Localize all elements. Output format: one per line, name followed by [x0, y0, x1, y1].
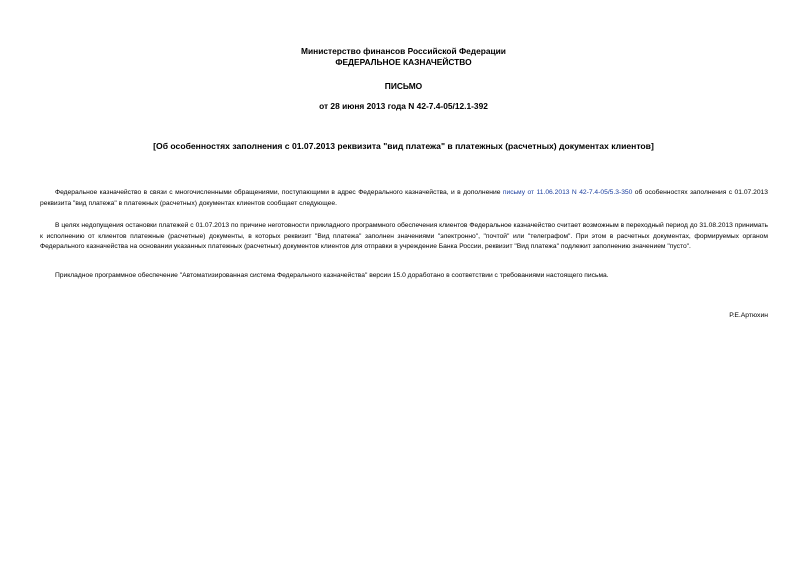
- ministry-name: Министерство финансов Российской Федерации: [301, 46, 506, 56]
- document-reference: от 28 июня 2013 года N 42-7.4-05/12.1-392: [319, 101, 488, 111]
- paragraph-3-text: Прикладное программное обеспечение "Автоматизированная система Федерального казначейства" версии 15.0 доработано в соответствии с требованиями настоящего письма.: [55, 272, 609, 279]
- paragraph-2: [40, 221, 768, 253]
- document-type: ПИСЬМО: [384, 81, 423, 91]
- paragraph-3: [40, 271, 768, 282]
- document-subject: [Об особенностях заполнения с 01.07.2013 реквизита "вид платежа" в платежных (расчетных) документах клиентов]: [153, 141, 654, 151]
- paragraph-1-text-end: об особенностях заполнения с 01.07.2013 реквизита "вид платежа" в платежных (расчетных) документах клиентов сообщает следующее.: [40, 189, 768, 207]
- referenced-letter-link[interactable]: письму от 11.06.2013 N 42-7.4-05/5.3-350: [502, 189, 633, 196]
- paragraph-2-text: В целях недопущения остановки платежей с 01.07.2013 по причине неготовности прикладного программного обеспечения клиентов Федеральное казначейство считает возможным в переходный период до 31.08.2013 принимать к исполнению от клиентов платежные (расчетные) документы, в которых реквизит "Вид платежа" заполнен значениями "электронно", "почтой" или "телеграфом". При этом в расчетных документах, формируемых органом Федерального казначейства на основании указанных платежных (расчетных) документов клиентов для отправки в учреждение Банка России, реквизит "Вид платежа" подлежит заполнению значением "пусто".: [40, 222, 768, 251]
- paragraph-1-text-start: Федеральное казначейство в связи с многочисленными обращениями, поступающими в адрес Федерального казначейства, и в дополнение: [55, 189, 503, 196]
- paragraph-1: [40, 188, 768, 209]
- agency-name: ФЕДЕРАЛЬНОЕ КАЗНАЧЕЙСТВО: [335, 57, 472, 67]
- signature: Р.Е.Артюхин: [729, 312, 768, 319]
